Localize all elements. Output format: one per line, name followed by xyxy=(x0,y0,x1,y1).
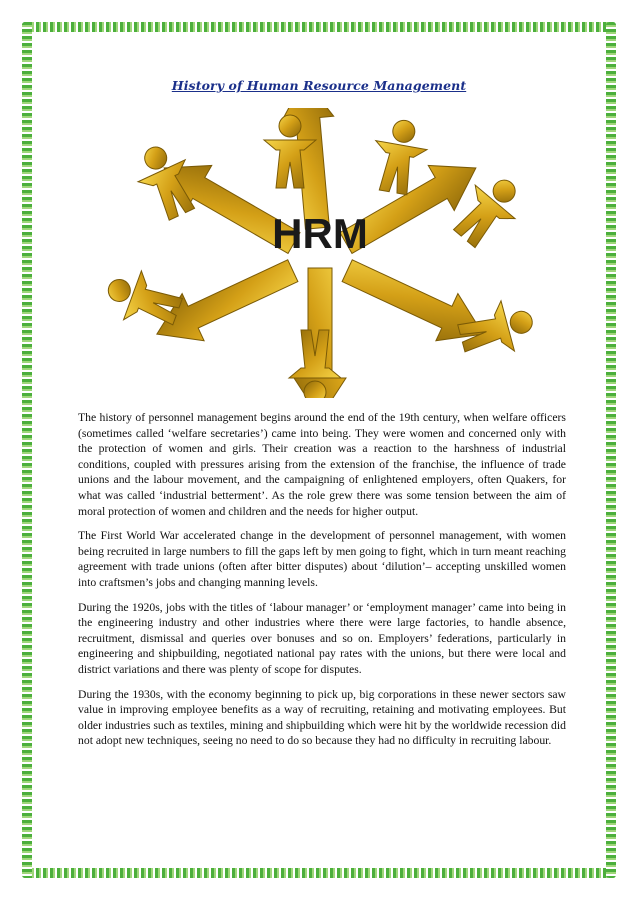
decorative-border-right xyxy=(606,22,616,878)
paragraph-1: The history of personnel management begins around the end of the 19th century, when welfare officers (sometimes called ‘welfare secretaries’) came into being. They were women and concerned only with the protection of women and girls. Their creation was a reaction to the harshness of industrial conditions, coupled with pressures arising from the extension of the franchise, the influence of trade unions and the labour movement, and the campaigning of enlightened employers, often Quakers, for what was called ‘industrial betterment’. As the role grew there was some tension between the aim of moral protection of women and children and the needs for higher output. xyxy=(78,411,566,518)
paragraph-2: The First World War accelerated change in the development of personnel management, with women being recruited in large numbers to fill the gaps left by men going to fight, which in turn meant reaching agreement with trade unions (often after bitter disputes) about ‘dilution’– accepting unskilled women into craftsmen’s jobs and changing manning levels. xyxy=(78,529,566,589)
hrm-logo-text: HRM xyxy=(272,210,368,257)
hrm-figure-image xyxy=(85,108,555,398)
decorative-border-bottom xyxy=(22,868,616,878)
body-text xyxy=(78,410,566,758)
document-title: History of Human Resource Management xyxy=(171,78,467,93)
decorative-border-left xyxy=(22,22,32,878)
paragraph-4: During the 1930s, with the economy beginning to pick up, big corporations in these newer sectors saw value in improving employee benefits as a way of recruiting, retaining and motivating employees. But older industries such as textiles, mining and shipbuilding which were hit by the worldwide recession did not adopt new techniques, seeing no need to do so because they had no difficulty in recruiting labour. xyxy=(78,687,566,748)
paragraph-3: During the 1920s, jobs with the titles of ‘labour manager’ or ‘employment manager’ came into being in the engineering industry and other industries where there were large factories, to handle absence, recruitment, dismissal and queries over bonuses and so on. Employers’ federations, particularly in engineering and shipbuilding, negotiated national pay rates with the unions, but there were local and district variations and there was plenty of scope for disputes. xyxy=(78,600,566,676)
decorative-border-top xyxy=(22,22,616,32)
